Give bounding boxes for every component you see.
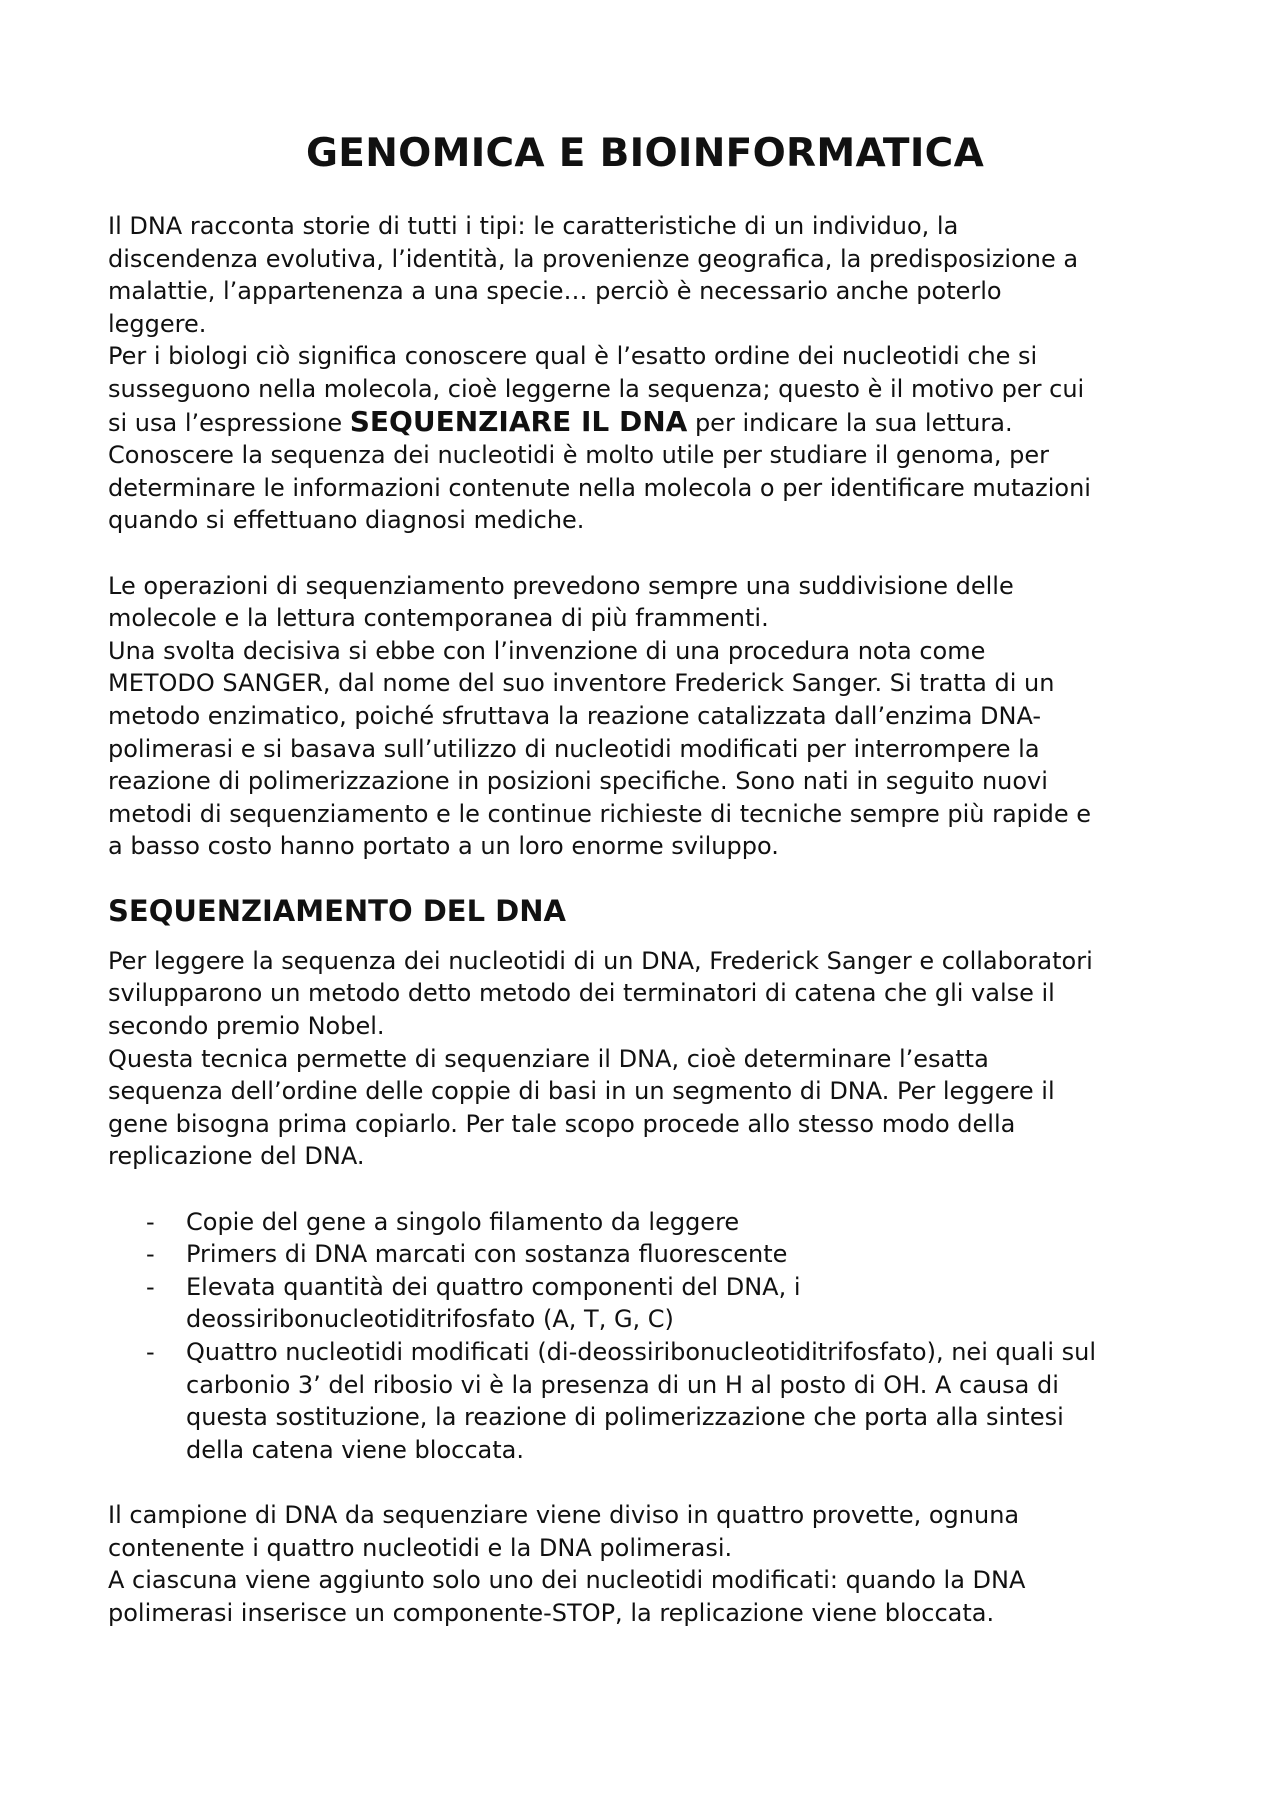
- text-line: Una svolta decisiva si ebbe con l’invenzione di una procedura nota come: [108, 636, 986, 665]
- text-line: Conoscere la sequenza dei nucleotidi è molto utile per studiare il genoma, per: [108, 441, 1050, 470]
- text-line: molecole e la lettura contemporanea di più frammenti.: [108, 604, 769, 633]
- list-item-line: Elevata quantità dei quattro componenti del DNA, i: [186, 1272, 801, 1301]
- section-paragraph: [108, 945, 1182, 1173]
- list-item: [108, 1271, 1182, 1336]
- emphasis-before: si usa l’espressione: [108, 408, 350, 437]
- text-line: metodi di sequenziamento e le continue richieste di tecniche sempre più rapide e: [108, 799, 1091, 828]
- text-line: Questa tecnica permette di sequenziare il DNA, cioè determinare l’esatta: [108, 1044, 989, 1073]
- text-line: polimerasi e si basava sull’utilizzo di nucleotidi modificati per interrompere la: [108, 734, 1040, 763]
- paragraph-gap: [108, 1173, 1182, 1206]
- list-item: [108, 1336, 1182, 1466]
- text-line: sequenza dell’ordine delle coppie di basi in un segmento di DNA. Per leggere il: [108, 1077, 1055, 1106]
- dash-bullet: -: [146, 1272, 155, 1301]
- list-item-line: della catena viene bloccata.: [186, 1435, 524, 1464]
- text-line: susseguono nella molecola, cioè leggerne la sequenza; questo è il motivo per cui: [108, 374, 1085, 403]
- text-line: quando si effettuano diagnosi mediche.: [108, 506, 585, 535]
- text-line: Le operazioni di sequenziamento prevedono sempre una suddivisione delle: [108, 571, 1014, 600]
- text-line: polimerasi inserisce un componente-STOP, la replicazione viene bloccata.: [108, 1598, 995, 1627]
- emphasis-after: per indicare la sua lettura.: [687, 408, 1013, 437]
- sequencing-paragraph: [108, 570, 1182, 863]
- text-line: malattie, l’appartenenza a una specie… perciò è necessario anche poterlo: [108, 277, 1002, 306]
- text-line: secondo premio Nobel.: [108, 1012, 385, 1041]
- text-line: gene bisogna prima copiarlo. Per tale scopo procede allo stesso modo della: [108, 1109, 1016, 1138]
- list-item: [108, 1238, 1182, 1271]
- list-item-line: Primers di DNA marcati con sostanza fluorescente: [186, 1240, 788, 1269]
- materials-list: [108, 1206, 1182, 1467]
- text-line: svilupparono un metodo detto metodo dei terminatori di catena che gli valse il: [108, 979, 1055, 1008]
- text-line: contenente i quattro nucleotidi e la DNA polimerasi.: [108, 1533, 733, 1562]
- text-line: determinare le informazioni contenute nella molecola o per identificare mutazioni: [108, 473, 1091, 502]
- text-line: discendenza evolutiva, l’identità, la provenienze geografica, la predisposizione a: [108, 244, 1079, 273]
- document-title: GENOMICA E BIOINFORMATICA: [305, 131, 985, 176]
- closing-paragraph: [108, 1499, 1182, 1629]
- text-line: reazione di polimerizzazione in posizioni specifiche. Sono nati in seguito nuovi: [108, 767, 1048, 796]
- paragraph-gap: [108, 1466, 1182, 1499]
- document-page: [108, 128, 1182, 1629]
- text-line: A ciascuna viene aggiunto solo uno dei nucleotidi modificati: quando la DNA: [108, 1566, 1026, 1595]
- text-line: Il DNA racconta storie di tutti i tipi: le caratteristiche di un individuo, la: [108, 212, 959, 240]
- text-line: a basso costo hanno portato a un loro enorme sviluppo.: [108, 832, 779, 861]
- section-heading: SEQUENZIAMENTO DEL DNA: [108, 893, 566, 928]
- list-item-line: deossiribonucleotiditrifosfato (A, T, G, C): [186, 1305, 674, 1334]
- paragraph-gap: [108, 537, 1182, 570]
- list-item-line: Copie del gene a singolo filamento da leggere: [186, 1207, 740, 1236]
- list-item-line: questa sostituzione, la reazione di polimerizzazione che porta alla sintesi: [186, 1403, 1064, 1432]
- text-line: Per leggere la sequenza dei nucleotidi di un DNA, Frederick Sanger e collaboratori: [108, 946, 1093, 975]
- dash-bullet: -: [146, 1338, 155, 1366]
- intro-paragraph: [108, 210, 1182, 537]
- list-item-line: carbonio 3’ del ribosio vi è la presenza di un H al posto di OH. A causa di: [186, 1370, 1059, 1399]
- text-line: leggere.: [108, 309, 207, 338]
- text-line: replicazione del DNA.: [108, 1142, 365, 1171]
- emphasis-line: [108, 406, 1182, 440]
- emphasis-highlight: SEQUENZIARE IL DNA: [349, 404, 688, 438]
- text-line: Il campione di DNA da sequenziare viene diviso in quattro provette, ognuna: [108, 1500, 1020, 1529]
- dash-bullet: -: [146, 1207, 155, 1236]
- list-item: [108, 1206, 1182, 1239]
- dash-bullet: -: [146, 1240, 155, 1269]
- text-line: METODO SANGER, dal nome del suo inventore Frederick Sanger. Si tratta di un: [108, 669, 1055, 698]
- text-line: Per i biologi ciò significa conoscere qual è l’esatto ordine dei nucleotidi che si: [108, 342, 1038, 371]
- text-line: metodo enzimatico, poiché sfruttava la reazione catalizzata dall’enzima DNA-: [108, 701, 1042, 730]
- list-item-line: Quattro nucleotidi modificati (di-deossiribonucleotiditrifosfato), nei quali sul: [186, 1338, 1096, 1366]
